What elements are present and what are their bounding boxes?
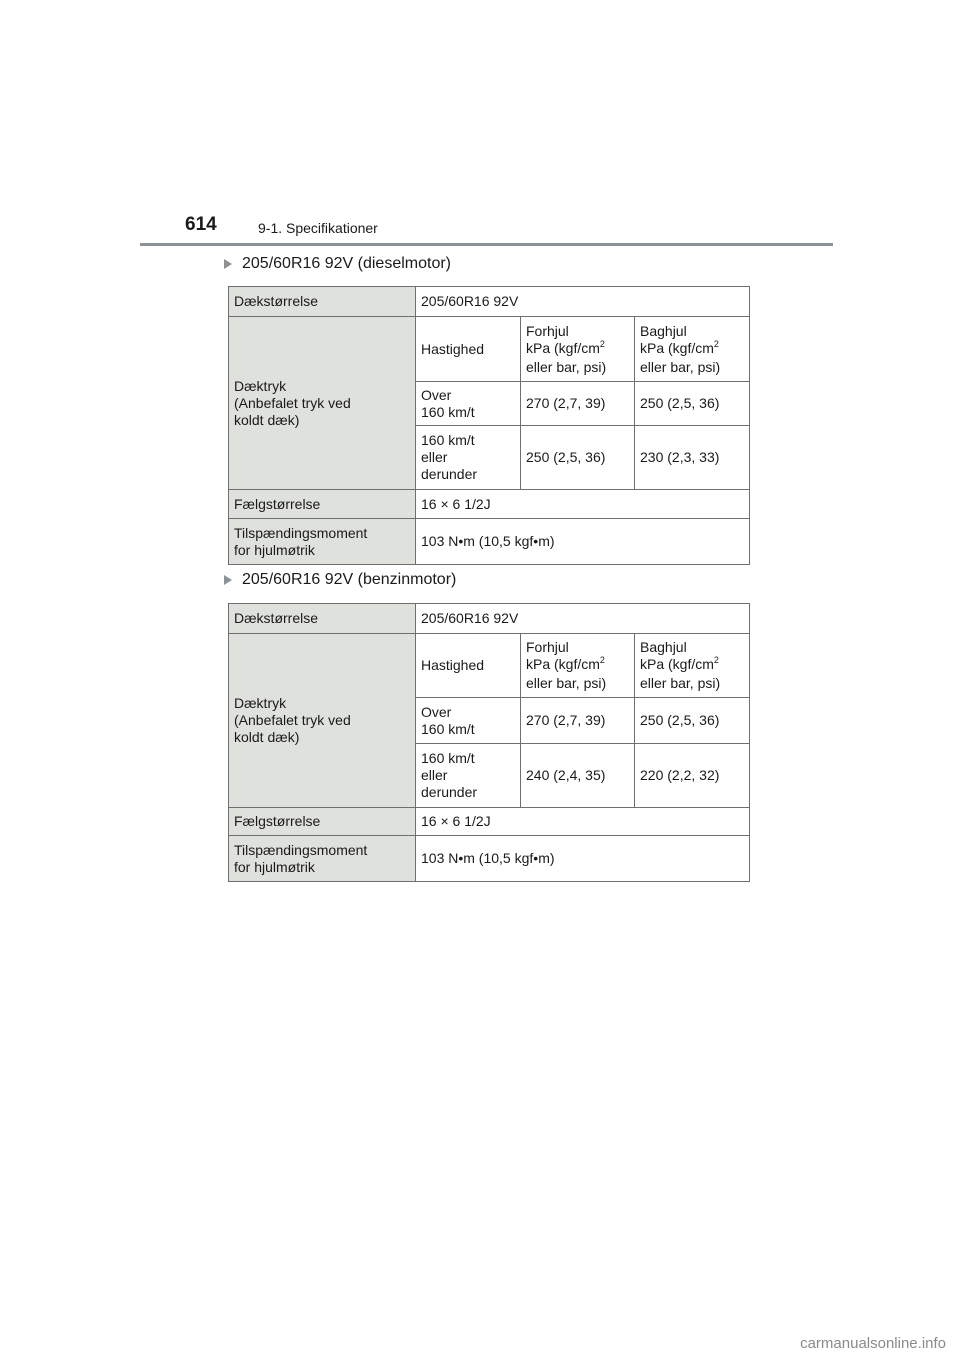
tire-size-value: 205/60R16 92V xyxy=(416,604,750,634)
tire-size-label: Dækstørrelse xyxy=(229,604,416,634)
section-title: 9-1. Specifikationer xyxy=(258,220,378,236)
front-pressure-cell: 250 (2,5, 36) xyxy=(521,426,635,490)
rim-size-value: 16 × 6 1/2J xyxy=(416,808,750,836)
pressure-label: Dæktryk (Anbefalet tryk ved koldt dæk) xyxy=(229,317,416,490)
rear-pressure-cell: 250 (2,5, 36) xyxy=(635,698,750,744)
petrol-spec-table xyxy=(228,603,750,882)
triangle-bullet-icon xyxy=(224,259,232,269)
speed-header: Hastighed xyxy=(416,317,521,382)
torque-value: 103 N•m (10,5 kgf•m) xyxy=(416,836,750,882)
speed-cell: 160 km/t eller derunder xyxy=(416,744,521,808)
page-number: 614 xyxy=(185,214,217,235)
rear-pressure-cell: 230 (2,3, 33) xyxy=(635,426,750,490)
torque-label: Tilspændingsmoment for hjulmøtrik xyxy=(229,519,416,565)
speed-cell: Over 160 km/t xyxy=(416,698,521,744)
front-header: Forhjul kPa ($kgf/cm^2$ eller bar, psi) xyxy=(521,317,635,382)
header-divider xyxy=(140,243,833,246)
tire-size-label: Dækstørrelse xyxy=(229,287,416,317)
rear-header: Baghjul kPa ($kgf/cm^2$ eller bar, psi) xyxy=(635,634,750,698)
torque-value: 103 N•m (10,5 kgf•m) xyxy=(416,519,750,565)
torque-label: Tilspændingsmoment for hjulmøtrik xyxy=(229,836,416,882)
speed-cell: Over 160 km/t xyxy=(416,382,521,426)
rear-header: Baghjul kPa ($kgf/cm^2$ eller bar, psi) xyxy=(635,317,750,382)
speed-header: Hastighed xyxy=(416,634,521,698)
front-pressure-cell: 240 (2,4, 35) xyxy=(521,744,635,808)
diesel-spec-table xyxy=(228,286,750,565)
front-pressure-cell: 270 (2,7, 39) xyxy=(521,698,635,744)
petrol-heading xyxy=(224,571,456,589)
tire-size-value: 205/60R16 92V xyxy=(416,287,750,317)
rear-pressure-cell: 250 (2,5, 36) xyxy=(635,382,750,426)
triangle-bullet-icon xyxy=(224,575,232,585)
diesel-heading-text: 205/60R16 92V (dieselmotor) xyxy=(242,255,452,272)
front-header: Forhjul kPa ($kgf/cm^2$ eller bar, psi) xyxy=(521,634,635,698)
rim-size-label: Fælgstørrelse xyxy=(229,808,416,836)
front-pressure-cell: 270 (2,7, 39) xyxy=(521,382,635,426)
diesel-heading xyxy=(224,255,451,273)
rear-pressure-cell: 220 (2,2, 32) xyxy=(635,744,750,808)
petrol-heading-text: 205/60R16 92V (benzinmotor) xyxy=(242,571,457,588)
speed-cell: 160 km/t eller derunder xyxy=(416,426,521,490)
watermark: carmanualsonline.info xyxy=(800,1335,946,1352)
rim-size-value: 16 × 6 1/2J xyxy=(416,490,750,519)
rim-size-label: Fælgstørrelse xyxy=(229,490,416,519)
pressure-label: Dæktryk (Anbefalet tryk ved koldt dæk) xyxy=(229,634,416,808)
